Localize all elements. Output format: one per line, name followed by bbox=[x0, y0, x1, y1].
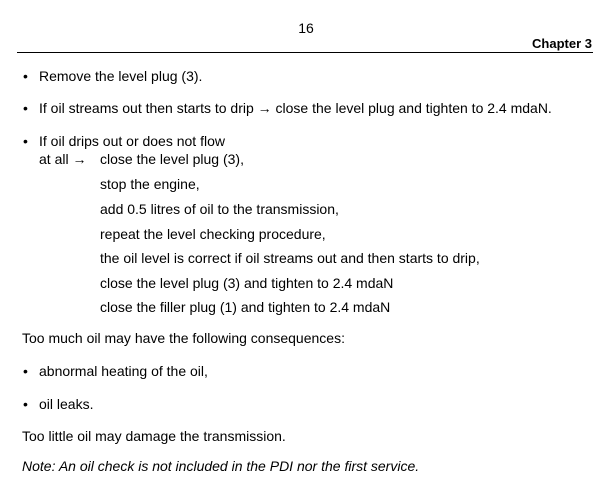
bullet-icon: • bbox=[23, 68, 28, 84]
too-much-heading: Too much oil may have the following consequences: bbox=[22, 330, 345, 346]
drip-step: stop the engine, bbox=[100, 176, 200, 192]
bullet-icon: • bbox=[23, 396, 28, 412]
page-number: 16 bbox=[298, 20, 314, 36]
header-rule bbox=[17, 52, 593, 53]
consequence-item: abnormal heating of the oil, bbox=[39, 363, 208, 379]
instruction-drips-lead: at all → bbox=[39, 151, 87, 167]
too-little-text: Too little oil may damage the transmission. bbox=[22, 428, 286, 444]
bullet-icon: • bbox=[23, 100, 28, 116]
drip-step: the oil level is correct if oil streams out and then starts to drip, bbox=[100, 250, 480, 266]
consequence-item: oil leaks. bbox=[39, 396, 94, 412]
chapter-label: Chapter 3 bbox=[532, 36, 592, 51]
bullet-icon: • bbox=[23, 133, 28, 149]
drip-step: close the level plug (3) and tighten to 2.4 mdaN bbox=[100, 275, 394, 291]
drip-step: close the filler plug (1) and tighten to 2.4 mdaN bbox=[100, 299, 391, 315]
note-text: Note: An oil check is not included in the PDI nor the first service. bbox=[22, 458, 420, 474]
drip-step: repeat the level checking procedure, bbox=[100, 226, 326, 242]
instruction-streams-then-drips: If oil streams out then starts to drip → close the level plug and tighten to 2.4 mdaN. bbox=[39, 100, 552, 116]
bullet-icon: • bbox=[23, 363, 28, 379]
drip-step: add 0.5 litres of oil to the transmission, bbox=[100, 201, 339, 217]
instruction-drips-first-line: If oil drips out or does not flow bbox=[39, 133, 225, 149]
drip-step: close the level plug (3), bbox=[100, 151, 244, 167]
instruction-remove-plug: Remove the level plug (3). bbox=[39, 68, 203, 84]
